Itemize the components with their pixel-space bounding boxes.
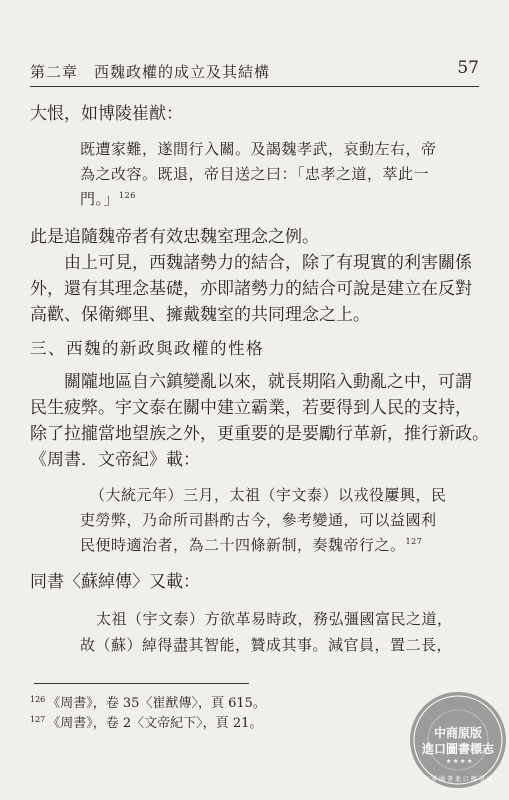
footnote-number: 126 — [30, 694, 46, 704]
svg-text:★: ★ — [460, 758, 466, 765]
block-quote-line: 為之改容。既退，帝目送之曰：「忠孝之道，萃此一 — [80, 165, 430, 183]
paragraph-line: 高歡、保衛鄉里、擁戴魏室的共同理念之上。 — [30, 305, 370, 325]
paragraph-line: 民生疲弊。宇文泰在關中建立霸業，若要得到人民的支持， — [30, 398, 472, 418]
paragraph-line: 《周書．文帝紀》載： — [30, 450, 200, 470]
block-quote-line: 吏勞弊，乃命所司斟酌古今，參考變通，可以益國利 — [80, 511, 437, 529]
quote-text: 民便時適治者，為二十四條新制，奏魏帝行之。 — [80, 536, 406, 554]
paragraph-line: 由上可見，西魏諸勢力的結合，除了有現實的利害關係 — [64, 253, 472, 273]
stamp-line: 中商原版 — [433, 726, 482, 740]
running-header — [30, 58, 479, 84]
footnote-rule — [34, 683, 249, 684]
quote-text: 門。」 — [80, 190, 120, 208]
block-quote-line: 故（蘇）綽得盡其智能，贊成其事。減官員，置二長， — [80, 636, 453, 654]
paragraph-line: 大恨，如博陵崔猷： — [30, 104, 183, 124]
chapter-title: 第二章 西魏政權的成立及其結構 — [30, 63, 271, 81]
import-stamp — [408, 690, 508, 790]
footnote-marker: 126 — [119, 191, 136, 200]
page-number: 57 — [457, 58, 479, 78]
svg-text:★: ★ — [453, 758, 459, 765]
block-quote-line: 太祖（宇文泰）方欲革易時政，務弘彊國富民之道， — [96, 610, 453, 628]
stamp-line: 中 華 圖 書 進 口 辦 事 處 — [423, 776, 493, 783]
footnote-text: 《周書》，卷 35〈崔猷傳〉，頁 615。 — [47, 696, 266, 711]
block-quote-line — [80, 190, 136, 208]
footnote-marker: 127 — [405, 537, 423, 546]
paragraph-line: 關隴地區自六鎮變亂以來，就長期陷入動亂之中，可謂 — [64, 372, 472, 392]
section-heading: 三、西魏的新政與政權的性格 — [30, 339, 264, 358]
header-rule — [30, 86, 479, 87]
footnote-number: 127 — [30, 714, 46, 724]
block-quote-line: 既遭家難，遂間行入關。及謁魏孝武，哀動左右，帝 — [80, 140, 437, 158]
stamp-line: 進口圖書標志 — [421, 742, 494, 756]
block-quote-line — [80, 536, 422, 554]
footnote — [30, 712, 262, 731]
paragraph-line: 外，還有其理念基礎，亦即諸勢力的結合可說是建立在反對 — [30, 279, 472, 299]
footnote-text: 《周書》，卷 2〈文帝紀下〉，頁 21。 — [47, 716, 263, 731]
svg-text:★: ★ — [467, 758, 473, 765]
svg-text:★: ★ — [446, 758, 452, 765]
paragraph-line: 同書〈蘇綽傳〉又載： — [30, 572, 200, 592]
paragraph-line: 除了拉攏當地望族之外，更重要的是要勵行革新，推行新政。 — [30, 424, 489, 444]
footnote — [30, 692, 266, 711]
paragraph-line: 此是追隨魏帝者有效忠魏室理念之例。 — [30, 227, 319, 247]
block-quote-line: （大統元年）三月，太祖（宇文泰）以戎役屢興，民 — [90, 486, 447, 504]
